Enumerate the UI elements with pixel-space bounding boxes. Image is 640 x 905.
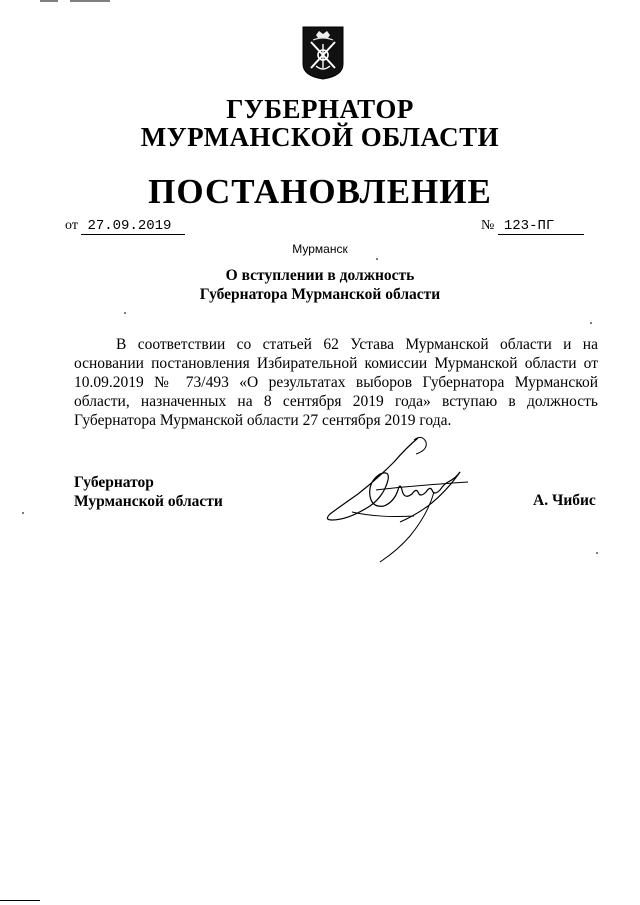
scan-speck (590, 322, 592, 324)
number-label: № (481, 218, 495, 233)
issuer-title-line2: МУРМАНСКОЙ ОБЛАСТИ (140, 122, 500, 152)
document-number (481, 218, 584, 235)
coat-of-arms-icon (302, 26, 344, 80)
scan-speck (376, 258, 378, 260)
issuer-title-line1: ГУБЕРНАТОР (226, 94, 414, 124)
body-paragraph: В соответствии со статьей 62 Устава Мурманской области и на основании постановления Избирательной комиссии Мурманской области от 10.09.2019 № 73/493 «О результатах выборов Губернатора Мурманской области, назначенных на 8 сентября 2019 года» вступаю в должность Губернатора Мурманской области 27 сентября 2019 года. (74, 336, 598, 429)
scan-speck (596, 552, 598, 554)
signer-name: А. Чибис (533, 492, 596, 509)
signer-position-line2: Мурманской области (74, 493, 223, 510)
document-date (65, 218, 185, 235)
title-line2: Губернатора Мурманской области (199, 286, 441, 303)
date-value: 27.09.2019 (81, 219, 185, 235)
city-name: Мурманск (292, 242, 348, 256)
number-value: 123-ПГ (498, 219, 584, 235)
signer-position (74, 473, 223, 511)
title-line1: О вступлении в должность (225, 267, 415, 284)
document-title (0, 266, 640, 304)
handwritten-signature (318, 432, 488, 567)
date-label: от (65, 218, 78, 233)
document-type: ПОСТАНОВЛЕНИЕ (148, 172, 492, 211)
scan-speck (22, 512, 24, 514)
scan-edge-line-bottom (0, 900, 40, 901)
signer-position-line1: Губернатор (74, 474, 154, 491)
scan-speck (124, 312, 126, 314)
scan-edge-lines (0, 0, 640, 6)
